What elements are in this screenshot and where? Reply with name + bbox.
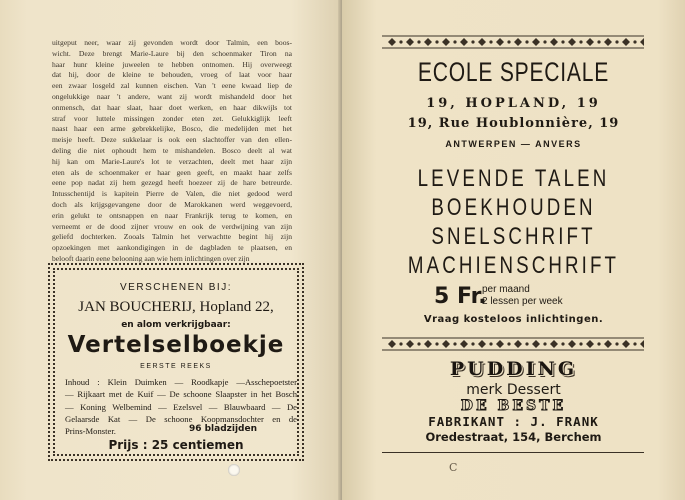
ornament-dot bbox=[633, 342, 636, 345]
ornament-dot bbox=[417, 342, 420, 345]
page-signature-mark: C bbox=[449, 461, 458, 474]
story-line: opzoekingen met aankondigingen in de dagbladen te plaatsen, en bbox=[52, 243, 292, 253]
ornament-motif bbox=[586, 340, 594, 348]
ornament-dot bbox=[561, 40, 564, 43]
top-ornament-border bbox=[382, 35, 644, 49]
advert-price: Prijs : 25 centiemen bbox=[108, 438, 244, 452]
ornament-dot bbox=[507, 342, 510, 345]
story-line: straf voor luttele missingen zonder eten zet. Gelukkiglijk leeft bbox=[52, 113, 292, 123]
advert-available: en alom verkrijgbaar: bbox=[121, 320, 231, 330]
course-price: 5 Fr. bbox=[434, 284, 487, 309]
ornament-dot bbox=[435, 342, 438, 345]
ornament-dot bbox=[471, 342, 474, 345]
ornament-dot bbox=[615, 342, 618, 345]
course-languages: LEVENDE TALEN bbox=[417, 165, 610, 192]
left-page bbox=[0, 0, 342, 500]
ornament-motif bbox=[550, 340, 558, 348]
ornament-motif bbox=[604, 38, 612, 46]
ornament-motif bbox=[442, 340, 450, 348]
course-shorthand: SNELSCHRIFT bbox=[431, 223, 596, 250]
contents-line: Gelaarsde Kat — De schoone Koopmansdochter en de bbox=[65, 413, 297, 424]
ornament-dot bbox=[633, 40, 636, 43]
ornament-motif bbox=[622, 340, 630, 348]
ornament-dot bbox=[579, 342, 582, 345]
story-line: dat hij, door de kleine te behouden, vroeg of laat voor haar bbox=[52, 70, 292, 80]
ornament-dot bbox=[597, 40, 600, 43]
advert-publisher: JAN BOUCHERIJ, Hopland 22, bbox=[78, 299, 274, 315]
advert-contents bbox=[65, 376, 297, 437]
pudding-brand: merk Dessert bbox=[466, 382, 561, 398]
advert-series: EERSTE REEKS bbox=[140, 363, 212, 370]
story-line: Intusschentijd is kapitein Pierre de Valen, die niet gedood werd bbox=[52, 189, 292, 199]
ornament-dot bbox=[399, 342, 402, 345]
ornament-motif bbox=[622, 38, 630, 46]
course-typing: MACHIENSCHRIFT bbox=[407, 252, 620, 279]
story-line: onmensch, dat haar slaat, haar doet werken, en haar dikwijls tot bbox=[52, 102, 292, 112]
ornament-motif bbox=[604, 340, 612, 348]
ornament-motif bbox=[532, 38, 540, 46]
contents-line: Inhoud : Klein Duimken — Roodkapje —Asschepoetster bbox=[65, 377, 297, 387]
story-line: belooft daarin eene belooning aan wie hem inlichtingen over zijn bbox=[52, 253, 250, 263]
ornament-dot bbox=[507, 40, 510, 43]
story-text bbox=[52, 38, 292, 265]
story-line: ongelukkige naar 't andere, want zij wordt mishandeld door het bbox=[52, 91, 292, 101]
price-per-month: per maand bbox=[482, 284, 530, 295]
story-line: haar hunr kleine juweelen te hebben ontnomen. Hij overweegt bbox=[52, 59, 292, 69]
advert-book-title: Vertelselboekje bbox=[67, 332, 285, 358]
advert-inner-border bbox=[53, 268, 299, 456]
story-line: deling die niet ophoudt hem te mishandelen. Bosco deelt al wat bbox=[52, 145, 292, 155]
ornament-dot bbox=[525, 342, 528, 345]
story-line: meisje heeft. Deze sukkelaar is ook een slachtoffer van den ellen- bbox=[52, 135, 292, 145]
story-line: uitgeput neer, waar zij gevonden wordt door Talmin, een boos- bbox=[52, 38, 292, 47]
ornament-dot bbox=[579, 40, 582, 43]
story-line: doch als krijgsgevangene door de Marokkanen werd weggevoerd, bbox=[52, 199, 292, 209]
ornament-motif bbox=[532, 340, 540, 348]
pudding-slogan: DE BESTE bbox=[460, 398, 567, 414]
ornament-dot bbox=[597, 342, 600, 345]
ornament-motif bbox=[514, 38, 522, 46]
punch-hole bbox=[228, 464, 240, 476]
info-request: Vraag kosteloos inlichtingen. bbox=[423, 314, 604, 325]
ornament-dot bbox=[399, 40, 402, 43]
ornament-motif bbox=[478, 340, 486, 348]
ornament-dot bbox=[615, 40, 618, 43]
ornament-dot bbox=[453, 40, 456, 43]
ornament-motif bbox=[496, 38, 504, 46]
story-line: geliefd dochterken. Zooals Talmin het verwachtte begint hij zijn bbox=[52, 232, 292, 242]
school-city: ANTWERPEN — ANVERS bbox=[445, 139, 582, 149]
story-line: eten als de schoenmaker er haar geen geeft, en maakt haar zelfs bbox=[52, 167, 292, 177]
ornament-dot bbox=[489, 40, 492, 43]
story-line: erin gelukt te ontsnappen en naar Frankrijk terug te komen, en bbox=[52, 210, 292, 220]
ornament-dot bbox=[561, 342, 564, 345]
manufacturer: FABRIKANT : J. FRANK bbox=[428, 414, 599, 429]
ornament-dot bbox=[489, 342, 492, 345]
ornament-motif bbox=[586, 38, 594, 46]
right-page bbox=[342, 0, 685, 500]
ornament-motif bbox=[550, 38, 558, 46]
story-line: eene pop nadat zij hem gezegd heeft hoezeer zij de hare betreurde. bbox=[52, 178, 292, 188]
story-line: hij kan om Marie-Laure's lot te verzachten, deelt met haar zijn bbox=[52, 156, 292, 166]
advert-page-count: 96 bladzijden bbox=[188, 424, 257, 434]
ornament-motif bbox=[424, 38, 432, 46]
ornament-motif bbox=[388, 38, 396, 46]
ornament-dot bbox=[543, 40, 546, 43]
ornament-motif bbox=[388, 340, 396, 348]
story-line: naast haar een arme gebrekkelijke, Bosco, die medelijden met het bbox=[52, 124, 292, 134]
story-line: wicht. Deze brengt Marie-Laure bij den schoenmaker Tiron na bbox=[52, 48, 292, 58]
ornament-motif bbox=[406, 340, 414, 348]
middle-ornament-border bbox=[382, 337, 644, 351]
ornament-motif bbox=[514, 340, 522, 348]
advert-published-by: VERSCHENEN BIJ: bbox=[120, 282, 232, 293]
ornament-motif bbox=[406, 38, 414, 46]
ornament-motif bbox=[442, 38, 450, 46]
ornament-dot bbox=[435, 40, 438, 43]
book-advertisement bbox=[48, 263, 304, 461]
ornament-dot bbox=[543, 342, 546, 345]
ornament-motif bbox=[640, 38, 644, 46]
price-lessons: 2 lessen per week bbox=[482, 296, 563, 307]
story-line: verneemt er de dood zijner vrouw en ook de verdwijning van zijn bbox=[52, 221, 292, 231]
ornament-dot bbox=[471, 40, 474, 43]
ornament-dot bbox=[417, 40, 420, 43]
school-name: ECOLE SPECIALE bbox=[417, 57, 610, 87]
contents-line: Prins-Monster. bbox=[65, 426, 116, 437]
pudding-heading: PUDDING bbox=[449, 358, 578, 380]
ornament-motif bbox=[568, 38, 576, 46]
ornament-motif bbox=[496, 340, 504, 348]
course-bookkeeping: BOEKHOUDEN bbox=[431, 194, 596, 221]
ornament-motif bbox=[568, 340, 576, 348]
story-line: een zwaar losgeld zal kunnen eischen. Van 't eene kwaad liep de bbox=[52, 81, 292, 91]
contents-line: — Koning Welbemind — Ezelsvel — Blauwbaard — De bbox=[65, 401, 297, 412]
bottom-rule bbox=[382, 452, 644, 453]
ornament-motif bbox=[640, 340, 644, 348]
ornament-motif bbox=[460, 340, 468, 348]
ornament-dot bbox=[525, 40, 528, 43]
ornament-motif bbox=[478, 38, 486, 46]
contents-line: — Rijkaart met de Kuif — De schoone Slaapster in het Bosch bbox=[65, 389, 297, 400]
ornament-dot bbox=[453, 342, 456, 345]
ornament-motif bbox=[424, 340, 432, 348]
school-address-dutch: 19, HOPLAND, 19 bbox=[426, 96, 601, 111]
ornament-motif bbox=[460, 38, 468, 46]
school-address-french: 19, Rue Houblonnière, 19 bbox=[407, 116, 620, 131]
manufacturer-address: Oredestraat, 154, Berchem bbox=[425, 430, 602, 444]
